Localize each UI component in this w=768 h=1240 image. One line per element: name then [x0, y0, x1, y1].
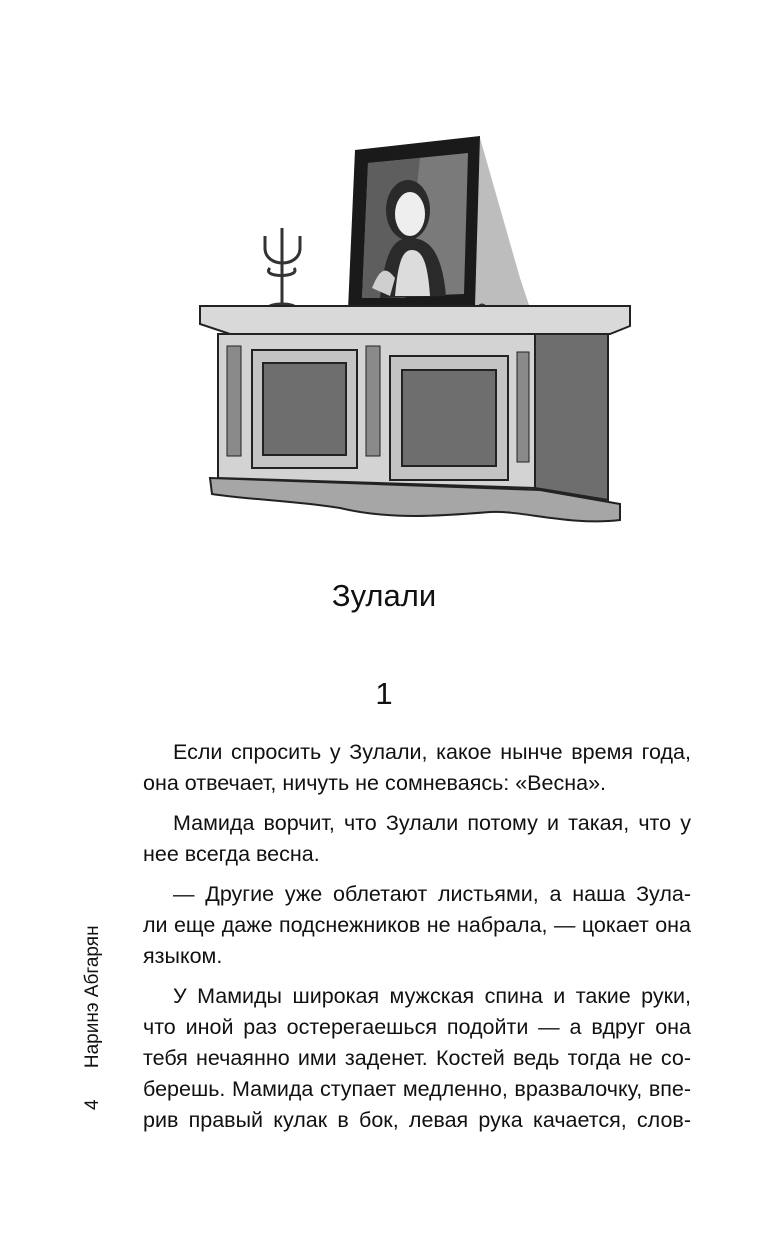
cabinet-pillar-right [517, 352, 529, 462]
paragraph [143, 879, 691, 972]
section-number: 1 [375, 676, 393, 711]
text-line: рив правый кулак в бок, левая рука качается, слов- [143, 1108, 691, 1132]
candelabra-icon [265, 228, 300, 312]
body-text [143, 737, 691, 1136]
paragraph [143, 808, 691, 870]
text-line: она отвечает, ничуть не сомневаясь: «Весна». [143, 771, 606, 795]
cabinet-illustration [190, 128, 650, 538]
page-number: 4 [82, 1099, 103, 1110]
text-line: берешь. Мамида ступает медленно, вразвалочку, впе- [143, 1077, 691, 1101]
author-name: Наринэ Абгарян [82, 925, 103, 1069]
paragraph [143, 737, 691, 799]
cabinet-pillar-mid [366, 346, 380, 456]
text-line: ли еще даже подснежников не набрала, — цокает она [143, 913, 691, 937]
cabinet-top [200, 306, 630, 334]
portrait-icon [348, 136, 480, 310]
running-head [82, 925, 104, 1110]
text-line: что иной раз остерегаешься подойти — а вдруг она [143, 1015, 691, 1039]
text-line: нее всегда весна. [143, 842, 320, 866]
text-line: тебя нечаянно ими заденет. Костей ведь тогда не со- [143, 1046, 691, 1070]
cabinet-door-right [390, 356, 508, 480]
text-line: Мамида ворчит, что Зулали потому и такая, что у [173, 811, 691, 835]
text-line: языком. [143, 944, 223, 968]
paragraph [143, 981, 691, 1136]
cabinet-door-left [252, 350, 357, 468]
text-line: — Другие уже облетают листьями, а наша Зула- [173, 882, 691, 906]
text-line: Если спросить у Зулали, какое нынче время года, [173, 740, 691, 764]
text-line: У Мамиды широкая мужская спина и такие руки, [173, 984, 691, 1008]
cabinet-pillar-left [227, 346, 241, 456]
cabinet-side [535, 334, 608, 500]
chapter-title: Зулали [331, 578, 437, 613]
